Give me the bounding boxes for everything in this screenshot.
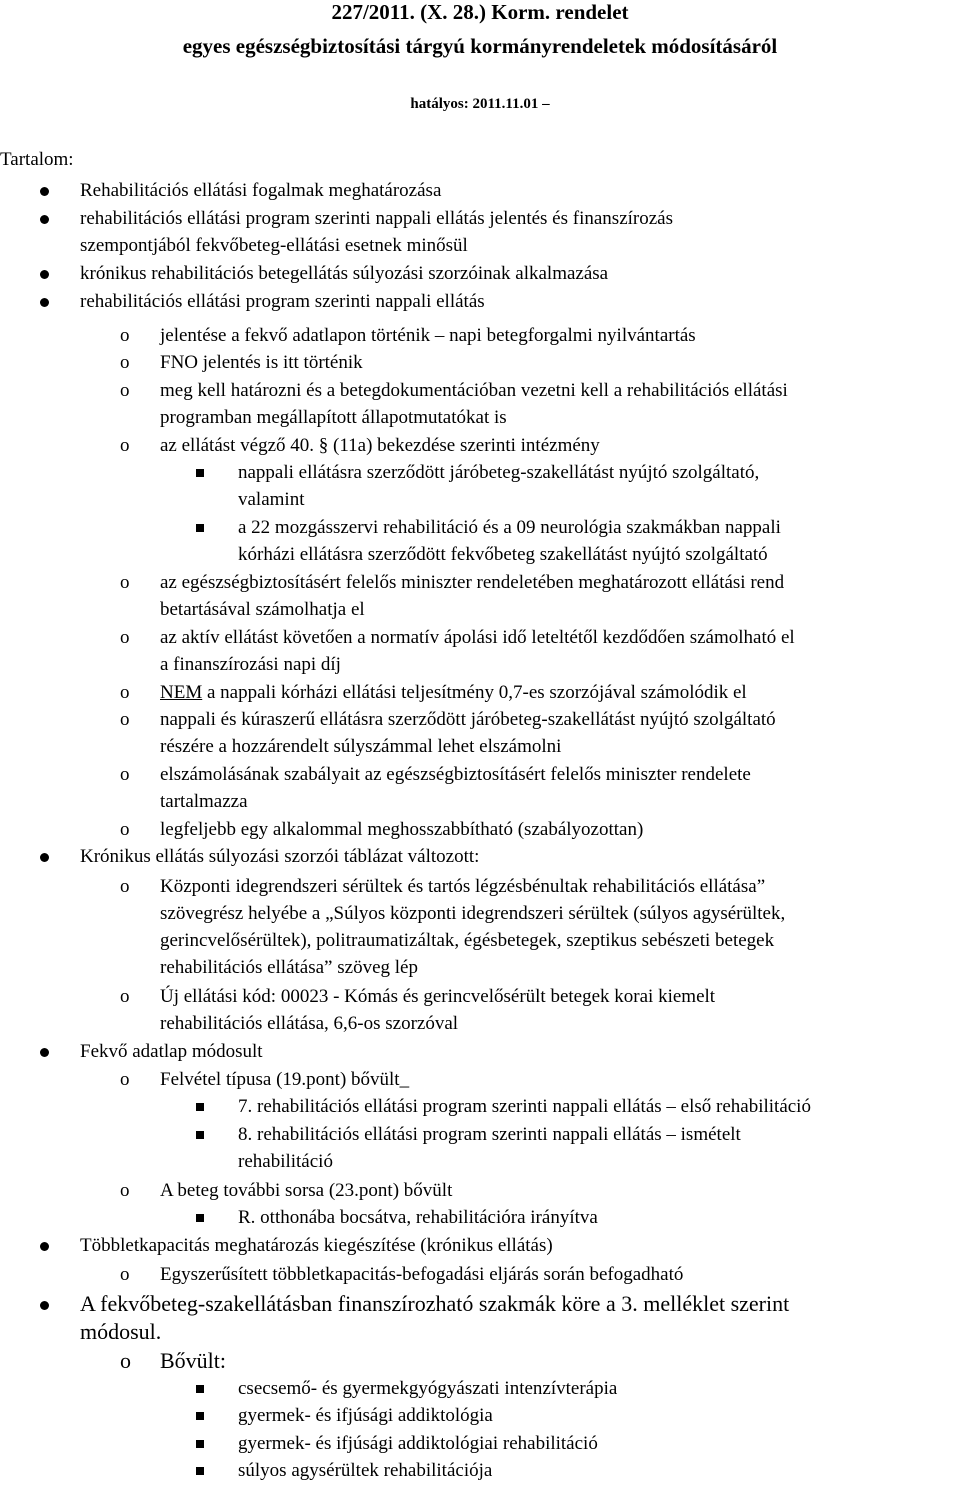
emphasis-nem: NEM xyxy=(160,682,203,703)
sub-item-continuation: szövegrész helyébe a „Súlyos központi idegrendszeri sérültek (súlyos agysérültek, xyxy=(160,903,786,924)
sub-sub-item-continuation: rehabilitáció xyxy=(238,1151,333,1172)
list-item: krónikus rehabilitációs betegellátás súlyozási szorzóinak alkalmazása xyxy=(80,263,609,284)
bullet-icon xyxy=(40,1048,49,1057)
circle-bullet-icon: o xyxy=(120,1180,130,1201)
sub-item: Új ellátási kód: 00023 - Kómás és gerincvelősérült betegek korai kiemelt xyxy=(160,986,716,1007)
circle-bullet-icon: o xyxy=(120,819,130,840)
square-bullet-icon xyxy=(196,1385,204,1393)
circle-bullet-icon: o xyxy=(120,1264,130,1285)
sub-item-continuation: gerincvelősérültek), politraumatizáltak, égésbetegek, szeptikus sebészeti betegek xyxy=(160,930,775,951)
square-bullet-icon xyxy=(196,524,204,532)
sub-item: jelentése a fekvő adatlapon történik – napi betegforgalmi nyilvántartás xyxy=(160,325,696,346)
list-item: Többletkapacitás meghatározás kiegészítése (krónikus ellátás) xyxy=(80,1235,553,1256)
sub-item-continuation: rehabilitációs ellátása, 6,6-os szorzóval xyxy=(160,1013,459,1034)
sub-item: meg kell határozni és a betegdokumentációban vezetni kell a rehabilitációs ellátási xyxy=(160,380,788,401)
sub-item: elszámolásának szabályait az egészségbiztosításért felelős miniszter rendelete xyxy=(160,764,751,785)
contents-label: Tartalom: xyxy=(0,149,74,170)
square-bullet-icon xyxy=(196,1412,204,1420)
sub-sub-item: 8. rehabilitációs ellátási program szerinti nappali ellátás – ismételt xyxy=(238,1124,741,1145)
bullet-icon xyxy=(40,270,49,279)
square-bullet-icon xyxy=(196,1467,204,1475)
sub-item: Központi idegrendszeri sérültek és tartós légzésbénultak rehabilitációs ellátása” xyxy=(160,876,766,897)
bullet-icon xyxy=(40,853,49,862)
sub-item: NEM a nappali kórházi ellátási teljesítmény 0,7-es szorzójával számolódik el xyxy=(160,682,747,703)
square-bullet-icon xyxy=(196,1131,204,1139)
list-item: A fekvőbeteg-szakellátásban finanszírozható szakmák köre a 3. melléklet szerint xyxy=(80,1291,790,1316)
bullet-icon xyxy=(40,215,49,224)
circle-bullet-icon: o xyxy=(120,1348,131,1373)
sub-item: az ellátást végző 40. § (11a) bekezdése szerinti intézmény xyxy=(160,435,600,456)
list-item: Rehabilitációs ellátási fogalmak meghatározása xyxy=(80,180,442,201)
sub-item-continuation: betartásával számolhatja el xyxy=(160,599,365,620)
circle-bullet-icon: o xyxy=(120,352,130,373)
sub-item: legfeljebb egy alkalommal meghosszabbítható (szabályozottan) xyxy=(160,819,644,840)
sub-item: az aktív ellátást követően a normatív ápolási idő leteltétől kezdődően számolható el xyxy=(160,627,795,648)
circle-bullet-icon: o xyxy=(120,435,130,456)
sub-sub-item: csecsemő- és gyermekgyógyászati intenzívterápia xyxy=(238,1378,618,1399)
circle-bullet-icon: o xyxy=(120,986,130,1007)
circle-bullet-icon: o xyxy=(120,876,130,897)
list-item: Fekvő adatlap módosult xyxy=(80,1041,263,1062)
sub-item: nappali és kúraszerű ellátásra szerződött járóbeteg-szakellátást nyújtó szolgáltató xyxy=(160,709,776,730)
circle-bullet-icon: o xyxy=(120,764,130,785)
bullet-icon xyxy=(40,1242,49,1251)
sub-item-continuation: programban megállapított állapotmutatókat is xyxy=(160,407,507,428)
list-item: rehabilitációs ellátási program szerinti nappali ellátás xyxy=(80,291,485,312)
bullet-icon xyxy=(40,187,49,196)
document-title: 227/2011. (X. 28.) Korm. rendelet xyxy=(331,0,629,24)
sub-item-continuation: rehabilitációs ellátása” szöveg lép xyxy=(160,957,418,978)
sub-item-continuation: tartalmazza xyxy=(160,791,248,812)
sub-item: az egészségbiztosításért felelős miniszter rendeletében meghatározott ellátási rend xyxy=(160,572,785,593)
square-bullet-icon xyxy=(196,1103,204,1111)
sub-sub-item: súlyos agysérültek rehabilitációja xyxy=(238,1460,493,1481)
circle-bullet-icon: o xyxy=(120,682,130,703)
document-subtitle: egyes egészségbiztosítási tárgyú kormányrendeletek módosításáról xyxy=(182,34,778,58)
effective-date: hatályos: 2011.11.01 – xyxy=(410,96,550,112)
sub-item: Felvétel típusa (19.pont) bővült_ xyxy=(160,1069,410,1090)
circle-bullet-icon: o xyxy=(120,325,130,346)
sub-sub-item: R. otthonába bocsátva, rehabilitációra irányítva xyxy=(238,1207,598,1228)
sub-item: A beteg további sorsa (23.pont) bővült xyxy=(160,1180,453,1201)
sub-sub-item-continuation: valamint xyxy=(238,489,305,510)
sub-sub-item: a 22 mozgásszervi rehabilitáció és a 09 neurológia szakmákban nappali xyxy=(238,517,781,538)
square-bullet-icon xyxy=(196,1214,204,1222)
sub-sub-item: gyermek- és ifjúsági addiktológia xyxy=(238,1405,493,1426)
list-item-continuation: szempontjából fekvőbeteg-ellátási esetnek minősül xyxy=(80,235,468,256)
square-bullet-icon xyxy=(196,469,204,477)
sub-sub-item: 7. rehabilitációs ellátási program szerinti nappali ellátás – első rehabilitáció xyxy=(238,1096,811,1117)
square-bullet-icon xyxy=(196,1440,204,1448)
circle-bullet-icon: o xyxy=(120,627,130,648)
circle-bullet-icon: o xyxy=(120,572,130,593)
list-item-continuation: módosul. xyxy=(80,1319,162,1344)
sub-sub-item: nappali ellátásra szerződött járóbeteg-szakellátást nyújtó szolgáltató, xyxy=(238,462,760,483)
sub-sub-item: gyermek- és ifjúsági addiktológiai rehabilitáció xyxy=(238,1433,598,1454)
sub-item-continuation: részére a hozzárendelt súlyszámmal lehet elszámolni xyxy=(160,736,562,757)
list-item: rehabilitációs ellátási program szerinti nappali ellátás jelentés és finanszírozás xyxy=(80,208,673,229)
sub-item: FNO jelentés is itt történik xyxy=(160,352,363,373)
bullet-icon xyxy=(40,298,49,307)
sub-item: Egyszerűsített többletkapacitás-befogadási eljárás során befogadható xyxy=(160,1264,684,1285)
sub-item: Bővült: xyxy=(160,1348,227,1373)
list-item: Krónikus ellátás súlyozási szorzói táblázat változott: xyxy=(80,846,480,867)
circle-bullet-icon: o xyxy=(120,380,130,401)
circle-bullet-icon: o xyxy=(120,709,130,730)
sub-item-continuation: a finanszírozási napi díj xyxy=(160,654,341,675)
circle-bullet-icon: o xyxy=(120,1069,130,1090)
sub-sub-item-continuation: kórházi ellátásra szerződött fekvőbeteg szakellátást nyújtó szolgáltató xyxy=(238,544,768,565)
bullet-icon xyxy=(40,1301,49,1310)
